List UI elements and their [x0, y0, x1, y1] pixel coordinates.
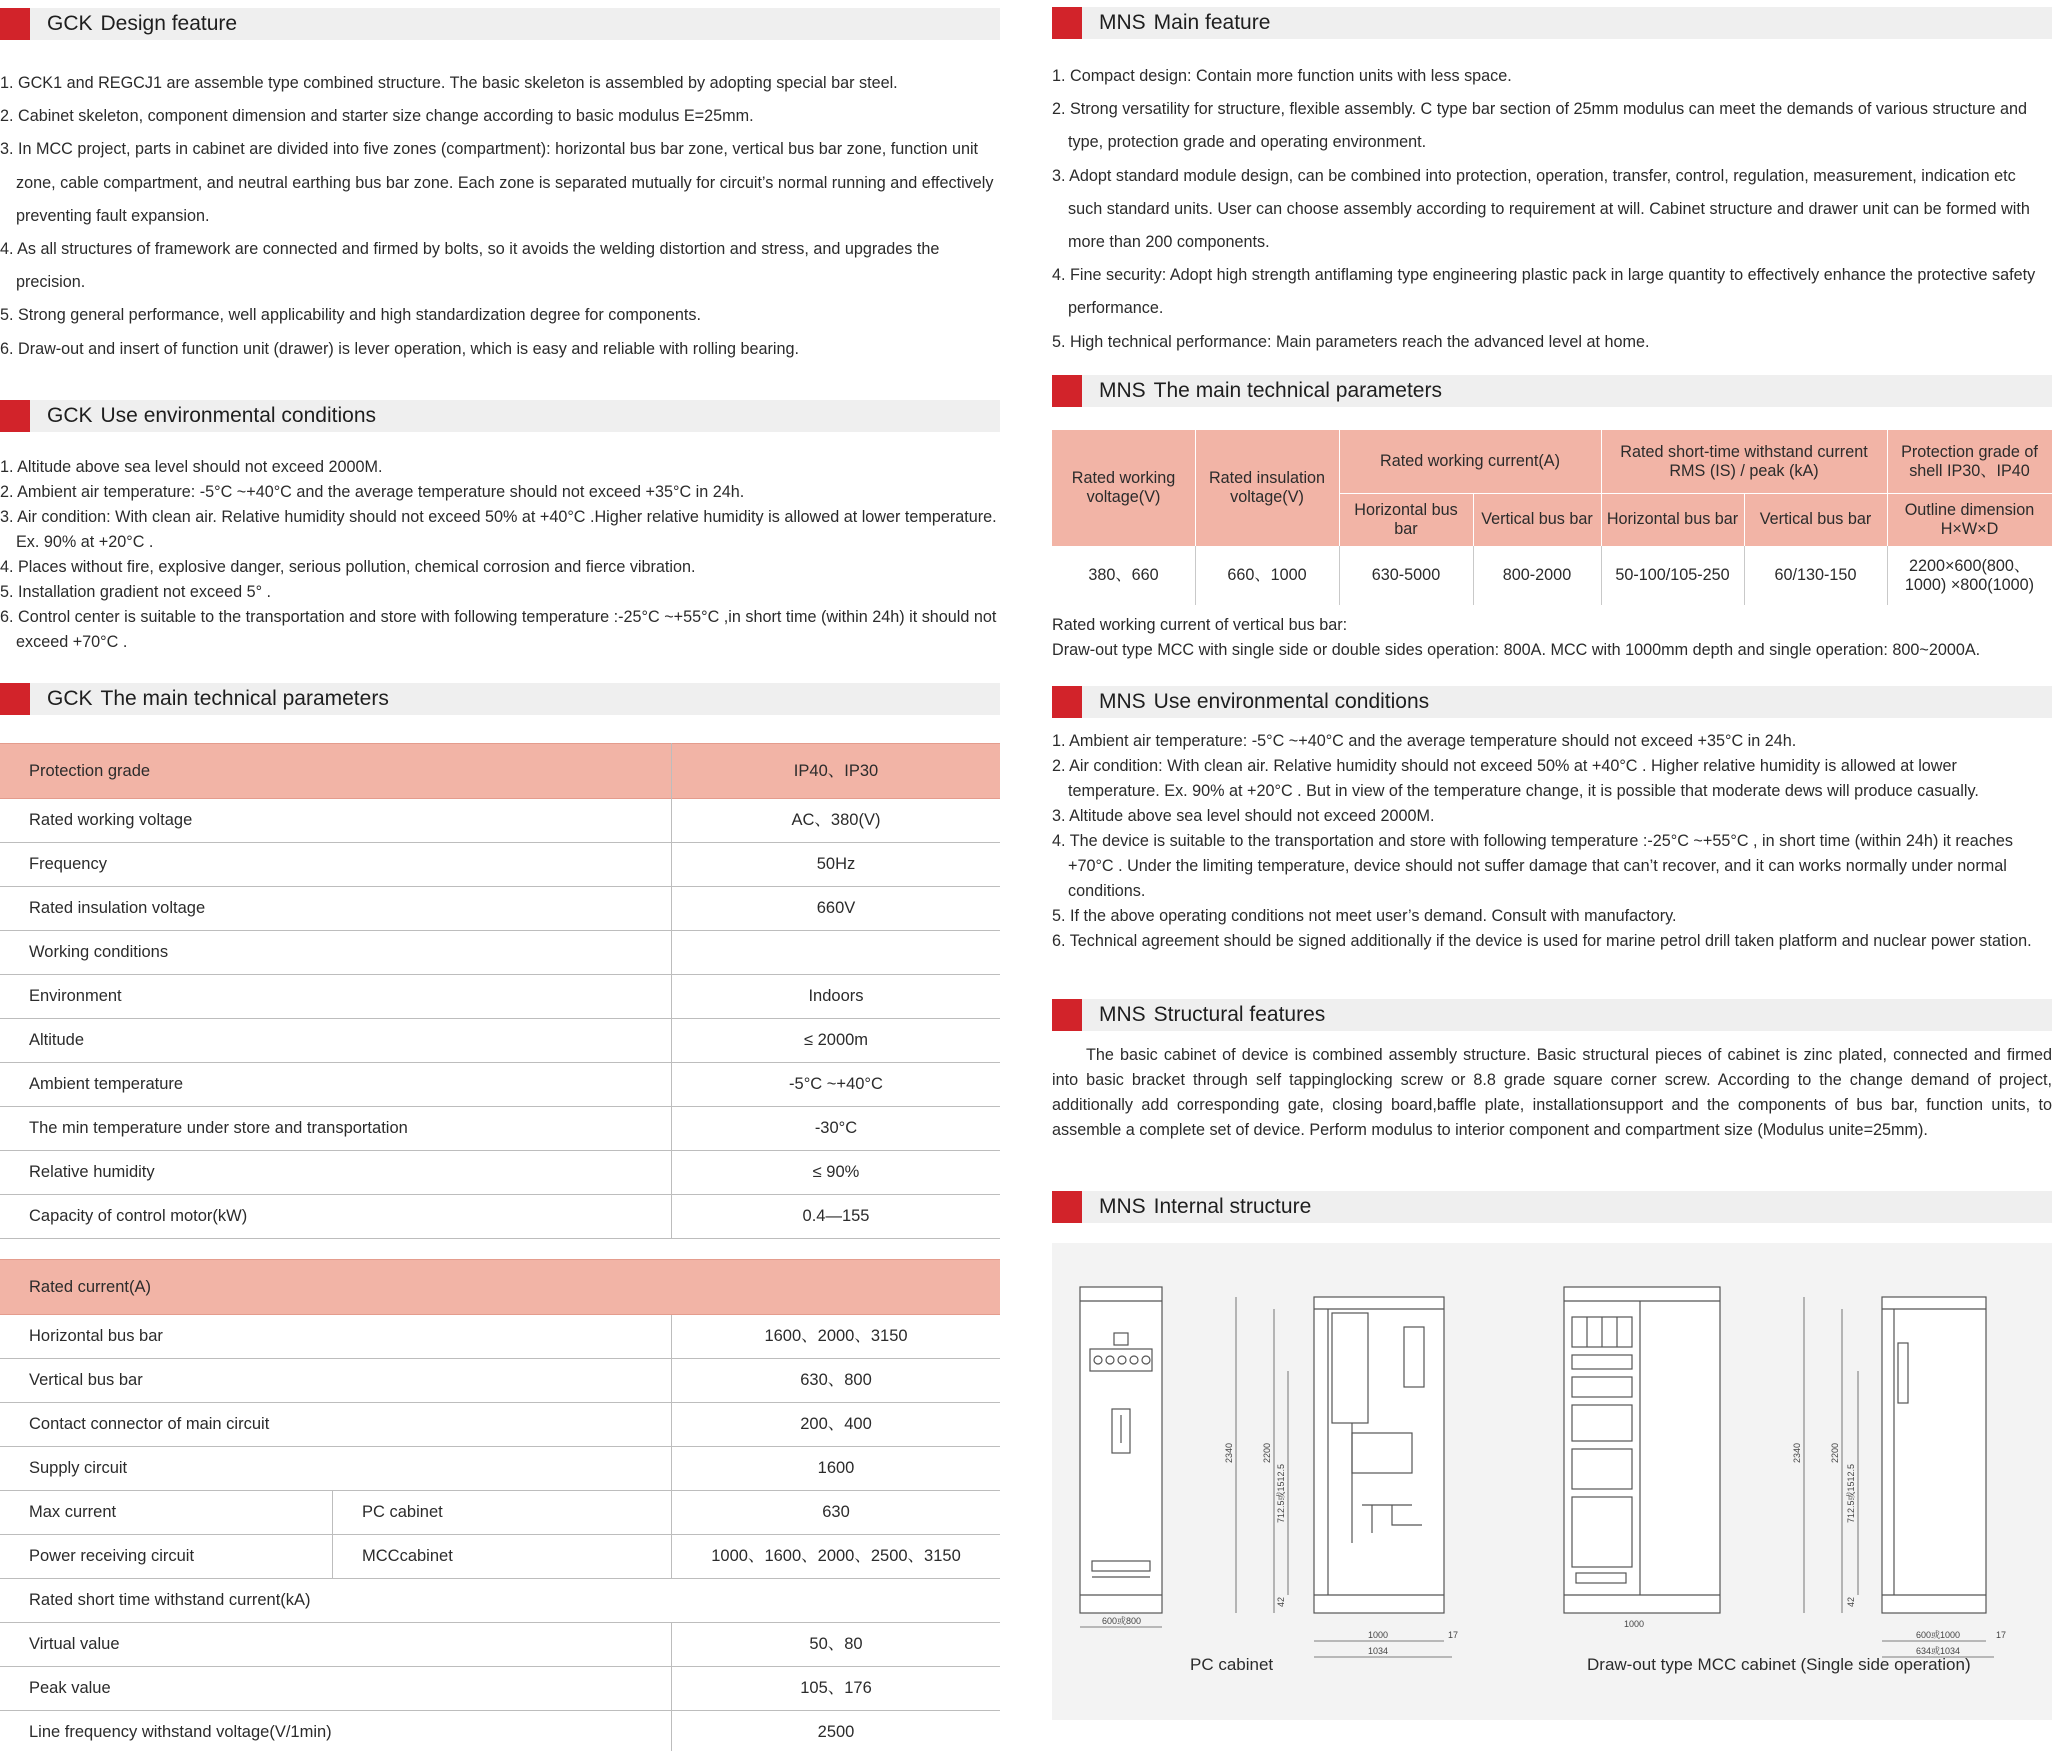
- table-header-cell: Horizontal bus bar: [1601, 493, 1744, 546]
- caption-pc-cabinet: PC cabinet: [1190, 1655, 1274, 1674]
- table-row: Line frequency withstand voltage(V/1min) 2500: [29, 1723, 855, 1741]
- section-header-mns-struct: [1052, 999, 2052, 1031]
- section-marker-icon: [1052, 375, 1082, 407]
- list-item: 6. Draw-out and insert of function unit (drawer) is lever operation, which is easy and reliable with rolling bearing.: [0, 339, 799, 358]
- section-header-mns-env: [1052, 686, 2052, 718]
- section-prefix: MNS: [1099, 11, 1146, 34]
- section-marker-icon: [0, 683, 30, 715]
- table-header-label: Protection grade: [29, 762, 151, 780]
- note-text: Draw-out type MCC with single side or double sides operation: 800A. MCC with 1000mm depth and single operation: 800~2000A.: [1052, 641, 1981, 659]
- list-item: 6. Control center is suitable to the transportation and store with following temperature :-25°C ~+55°C ,in short time (within 24h) it should not exceed +70°C .: [0, 608, 997, 651]
- table-row: Frequency 50Hz: [0, 843, 1000, 887]
- table-header-row: [0, 743, 1000, 799]
- section-header-gck-env: [0, 400, 1000, 432]
- pc-cabinet-front: [1080, 1287, 1162, 1627]
- svg-text:17: 17: [1448, 1630, 1459, 1640]
- gck-env-list: [0, 455, 1000, 655]
- table-cell: 660、1000: [1195, 546, 1339, 605]
- table-header-cell: Rated working voltage(V): [1052, 430, 1195, 546]
- mns-env-list: [1052, 729, 2052, 954]
- mns-main-list: [1052, 60, 2052, 359]
- list-item: 3. Air condition: With clean air. Relative humidity should not exceed 50% at +40°C .Higher relative humidity is allowed at lower temperature. Ex. 90% at +20°C .: [0, 508, 997, 551]
- list-item: 2. Strong versatility for structure, flexible assembly. C type bar section of 25mm modulus can meet the demands of various structure and type, protection grade and operating environment.: [1052, 100, 2027, 152]
- gck-design-list: [0, 67, 1000, 366]
- section-header-gck-design: [0, 8, 1000, 40]
- svg-text:1000: 1000: [1368, 1630, 1389, 1640]
- list-item: 4. Places without fire, explosive danger, serious pollution, chemical corrosion and fierce vibration.: [0, 558, 696, 576]
- table-cell: 800-2000: [1473, 546, 1601, 605]
- section-title: The main technical parameters: [100, 687, 389, 710]
- list-item: 4. The device is suitable to the transportation and store with following temperature :-25°C ~+55°C , in short time (within 24h) it reaches +70°C . Under the limiting temperature, device should not suffer damage that can’t recover, and it can works normally under normal conditions.: [1052, 832, 2014, 900]
- list-item: 4. Fine security: Adopt high strength antiflaming type engineering plastic pack in large quantity to effectively enhance the protective safety performance.: [1052, 266, 2036, 318]
- table-row: Rated insulation voltage 660V: [0, 887, 1000, 931]
- section-prefix: GCK: [47, 12, 93, 35]
- mcc-cabinet-side: [1792, 1297, 2006, 1657]
- table-header-label: Rated current(A): [29, 1278, 151, 1296]
- section-header-mns-internal: [1052, 1191, 2052, 1223]
- section-marker-icon: [0, 8, 30, 40]
- svg-text:2340: 2340: [1792, 1442, 1802, 1463]
- section-marker-icon: [1052, 7, 1082, 39]
- list-item: 5. High technical performance: Main parameters reach the advanced level at home.: [1052, 332, 1650, 351]
- list-item: 1. Compact design: Contain more function units with less space.: [1052, 67, 1512, 85]
- table-row: Ambient temperature -5°C ~+40°C: [0, 1063, 1000, 1107]
- section-title: The main technical parameters: [1153, 379, 1442, 402]
- table-row: Capacity of control motor(kW) 0.4—155: [0, 1195, 1000, 1239]
- gck-params-table-2: [0, 1259, 1000, 1751]
- table-row: The min temperature under store and transportation -30°C: [0, 1107, 1000, 1151]
- table-row: Rated working voltage AC、380(V): [0, 799, 1000, 843]
- gck-params-table-1: [0, 743, 1000, 1235]
- table-row: Horizontal bus bar 1600、2000、3150: [0, 1315, 1000, 1359]
- table-cell: 60/130-150: [1744, 546, 1887, 605]
- table-divider: [332, 1491, 333, 1579]
- list-item: 3. In MCC project, parts in cabinet are divided into five zones (compartment): horizontal bus bar zone, vertical bus bar zone, function unit zone, cable compartment, and neutral earthing bus bar zone. Each zone is separated mutually for circuit’s normal running and effectively preventing fault expansion.: [0, 140, 994, 225]
- table-header-row: [0, 1259, 1000, 1315]
- table-header-cell: Outline dimension H×W×D: [1887, 493, 2052, 546]
- table-header-cell: Rated working current(A): [1339, 430, 1601, 493]
- section-marker-icon: [1052, 686, 1082, 718]
- list-item: 3. Altitude above sea level should not exceed 2000M.: [1052, 807, 1435, 825]
- caption-mcc-cabinet: Draw-out type MCC cabinet (Single side operation): [1587, 1655, 1971, 1674]
- table-row: Peak value 105、176: [0, 1667, 1000, 1711]
- table-row: Altitude ≤ 2000m: [0, 1019, 1000, 1063]
- svg-text:1034: 1034: [1368, 1646, 1389, 1656]
- table-row: Relative humidity ≤ 90%: [0, 1151, 1000, 1195]
- section-marker-icon: [1052, 1191, 1082, 1223]
- table-header-cell: Horizontal bus bar: [1339, 493, 1473, 546]
- table-cell: 630-5000: [1339, 546, 1473, 605]
- table-row: Rated short time withstand current(kA): [0, 1579, 1000, 1623]
- cabinet-drawings: [1052, 1243, 2052, 1720]
- table-row: Virtual value 50、80: [0, 1623, 1000, 1667]
- section-header-mns-params: [1052, 375, 2052, 407]
- list-item: 1. Ambient air temperature: -5°C ~+40°C and the average temperature should not exceed +35°C in 24h.: [1052, 732, 1797, 750]
- list-item: 5. Installation gradient not exceed 5° .: [0, 583, 272, 601]
- table-header-cell: Vertical bus bar: [1744, 493, 1887, 546]
- list-item: 2. Ambient air temperature: -5°C ~+40°C and the average temperature should not exceed +35°C in 24h.: [0, 483, 745, 501]
- mns-params-table: [1052, 430, 2052, 605]
- table-row: Supply circuit 1600: [0, 1447, 1000, 1491]
- table-row: Max current PC cabinet 630: [0, 1491, 1000, 1535]
- section-marker-icon: [0, 400, 30, 432]
- table-header-cell: Rated insulation voltage(V): [1195, 430, 1339, 546]
- section-title: Use environmental conditions: [1153, 690, 1430, 713]
- svg-text:2200: 2200: [1262, 1442, 1272, 1463]
- section-prefix: MNS: [1099, 1195, 1146, 1218]
- table-row: Working conditions: [0, 931, 1000, 975]
- list-item: 5. If the above operating conditions not meet user’s demand. Consult with manufactory.: [1052, 907, 1677, 925]
- table-row: Contact connector of main circuit 200、400: [0, 1403, 1000, 1447]
- table-cell: 2200×600(800、1000) ×800(1000): [1887, 546, 2052, 605]
- list-item: 1. Altitude above sea level should not exceed 2000M.: [0, 458, 383, 476]
- mns-params-note: [1052, 613, 2052, 663]
- table-row: Vertical bus bar 630、800: [0, 1359, 1000, 1403]
- svg-text:2340: 2340: [1224, 1442, 1234, 1463]
- svg-text:17: 17: [1996, 1630, 2007, 1640]
- section-header-mns-main: [1052, 7, 2052, 39]
- table-header-cell: Rated short-time withstand current RMS (IS) / peak (kA): [1601, 430, 1887, 493]
- table-row: Power receiving circuit MCCcabinet 1000、1600、2000、2500、3150: [0, 1535, 1000, 1579]
- list-item: 2. Air condition: With clean air. Relative humidity should not exceed 50% at +40°C . Higher relative humidity is allowed at lower temperature. Ex. 90% at +20°C . But in view of the temperature change, it is possible that moderate dews will produce casually.: [1052, 757, 1979, 800]
- svg-text:712.5或1512.5: 712.5或1512.5: [1846, 1463, 1856, 1523]
- svg-text:712.5或1512.5: 712.5或1512.5: [1276, 1463, 1286, 1523]
- section-prefix: GCK: [47, 404, 93, 427]
- table-cell: 380、660: [1052, 546, 1195, 605]
- table-row: Environment Indoors: [0, 975, 1000, 1019]
- list-item: 4. As all structures of framework are connected and firmed by bolts, so it avoids the welding distortion and stress, and upgrades the precision.: [0, 240, 940, 292]
- svg-text:600或800: 600或800: [1102, 1616, 1142, 1626]
- list-item: 5. Strong general performance, well applicability and high standardization degree for components.: [0, 306, 701, 325]
- section-marker-icon: [1052, 999, 1082, 1031]
- svg-text:42: 42: [1276, 1596, 1286, 1607]
- svg-text:600或1000: 600或1000: [1916, 1630, 1961, 1640]
- section-title: Internal structure: [1153, 1195, 1312, 1218]
- section-prefix: MNS: [1099, 1003, 1146, 1026]
- section-title: Design feature: [100, 12, 238, 35]
- internal-structure-diagram: [1052, 1243, 2052, 1720]
- list-item: 1. GCK1 and REGCJ1 are assemble type combined structure. The basic skeleton is assembled by adopting special bar steel.: [0, 74, 898, 92]
- svg-text:42: 42: [1846, 1596, 1856, 1607]
- table-header-cell: Vertical bus bar: [1473, 493, 1601, 546]
- section-title: Main feature: [1153, 11, 1271, 34]
- table-divider: [671, 743, 672, 1239]
- table-header-cell: Protection grade of shell IP30、IP40: [1887, 430, 2052, 493]
- table-cell: 50-100/105-250: [1601, 546, 1744, 605]
- svg-text:634或1034: 634或1034: [1916, 1646, 1961, 1656]
- section-title: Use environmental conditions: [100, 404, 376, 427]
- section-title: Structural features: [1153, 1003, 1326, 1026]
- table-divider: [671, 1623, 672, 1751]
- list-item: 2. Cabinet skeleton, component dimension and starter size change according to basic modulus E=25mm.: [0, 107, 754, 126]
- section-header-gck-params: [0, 683, 1000, 715]
- mns-struct-text: The basic cabinet of device is combined assembly structure. Basic structural pieces of cabinet is zinc plated, connected and firmed into basic bracket through self tappinglocking screw or 8.8 grade square corner screw. According to the change demand of project, additionally add corresponding gate, closing board,baffle plate, installationsupport and the components of bus bar, function units, to assemble a complete set of device. Perform modulus to interior component and compartment size (Modulus unite=25mm).: [1052, 1046, 2052, 1139]
- section-prefix: MNS: [1099, 379, 1146, 402]
- mcc-cabinet-front: [1564, 1287, 1720, 1629]
- pc-cabinet-side: [1224, 1297, 1458, 1657]
- svg-text:1000: 1000: [1624, 1619, 1645, 1629]
- svg-text:2200: 2200: [1830, 1442, 1840, 1463]
- section-prefix: MNS: [1099, 690, 1146, 713]
- list-item: 3. Adopt standard module design, can be combined into protection, operation, transfer, control, regulation, measurement, indication etc such standard units. User can choose assembly according to requirement at will. Cabinet structure and drawer unit can be formed with more than 200 components.: [1052, 166, 2030, 252]
- note-title: Rated working current of vertical bus bar:: [1052, 616, 1348, 634]
- table-divider: [671, 1315, 672, 1579]
- list-item: 6. Technical agreement should be signed additionally if the device is used for marine petrol drill taken platform and nuclear power station.: [1052, 932, 2032, 950]
- table-header-value: IP40、IP30: [793, 762, 879, 780]
- section-prefix: GCK: [47, 687, 93, 710]
